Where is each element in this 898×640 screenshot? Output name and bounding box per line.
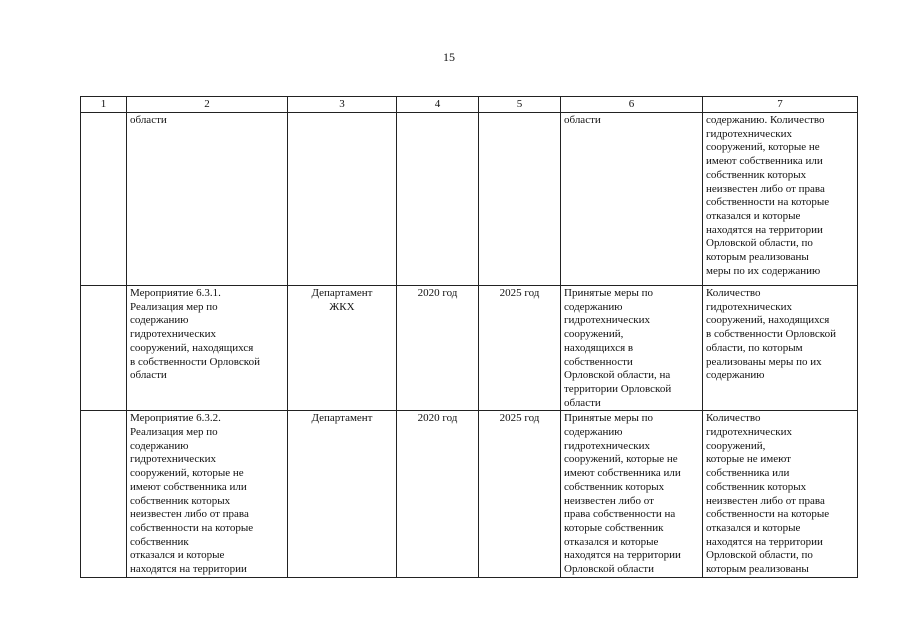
cell-text-line: гидротехнических	[564, 314, 650, 327]
table-cell	[81, 411, 127, 577]
cell-text-line: содержанию	[564, 426, 623, 439]
cell-text-line: собственник	[130, 535, 189, 548]
cell-text-line: Департамент	[311, 412, 373, 425]
cell-text-line: 2020 год	[417, 287, 458, 299]
cell-text-line: содержанию	[130, 439, 189, 452]
cell-text-line: сооружений,	[706, 439, 766, 452]
cell-text-line: в собственности Орловской	[706, 328, 836, 341]
cell-text-line: сооружений, которые не	[564, 453, 678, 466]
column-header: 4	[397, 97, 479, 113]
cell-text-line: содержанию	[564, 300, 623, 313]
cell-text-line: Орловской области	[564, 563, 654, 576]
cell-text-line: отказался и которые	[706, 521, 801, 534]
cell-text-line: Принятые меры по	[564, 287, 653, 299]
column-header: 2	[127, 97, 288, 113]
table-cell	[288, 411, 397, 577]
table-cell	[479, 411, 561, 577]
cell-text-line: неизвестен либо от права	[706, 494, 825, 507]
column-header: 6	[561, 97, 703, 113]
column-header: 3	[288, 97, 397, 113]
table-cell	[81, 286, 127, 411]
cell-text-line: 2025 год	[499, 287, 540, 299]
cell-text-line: Департамент	[311, 287, 373, 299]
table-row	[81, 286, 858, 411]
cell-text-line: находятся на территории	[706, 535, 823, 548]
cell-text-line: сооружений,	[564, 328, 624, 341]
cell-text-line: Количество	[706, 412, 761, 425]
cell-text-line: права собственности на	[564, 508, 676, 521]
cell-text-line: Орловской области, на	[564, 369, 671, 382]
cell-text-line: отказался и которые	[706, 209, 801, 222]
cell-text-line: собственник которых	[706, 168, 807, 181]
cell-text-line: имеют собственника или	[564, 467, 681, 480]
cell-text-line: имеют собственника или	[130, 480, 247, 493]
cell-text-line: 2020 год	[417, 412, 458, 425]
table-cell	[127, 411, 288, 577]
table-cell	[479, 286, 561, 411]
cell-text-line: Реализация мер по	[130, 300, 218, 313]
cell-text-line: находятся на территории	[564, 549, 681, 562]
cell-text-line: содержанию. Количество	[706, 114, 825, 126]
cell-text-line: гидротехнических	[130, 453, 216, 466]
table-cell	[397, 411, 479, 577]
cell-text-line: отказался и которые	[130, 549, 225, 562]
cell-text-line: находятся на территории	[706, 223, 823, 236]
table-cell	[127, 286, 288, 411]
table-cell	[127, 113, 288, 286]
cell-text-line: собственника или	[706, 467, 790, 480]
cell-text-line: Мероприятие 6.3.1.	[130, 287, 221, 299]
table-cell	[397, 286, 479, 411]
table-cell	[703, 411, 858, 577]
cell-text-line: сооружений, находящихся	[130, 341, 254, 354]
table-header-row	[81, 97, 858, 113]
cell-text-line: гидротехнических	[706, 300, 792, 313]
cell-text-line: которые собственник	[564, 521, 664, 534]
cell-text-line: которым реализованы	[706, 251, 809, 264]
table-cell	[81, 113, 127, 286]
cell-text-line: собственности на которые	[706, 508, 830, 521]
cell-text-line: Реализация мер по	[130, 426, 218, 439]
column-header: 5	[479, 97, 561, 113]
cell-text-line: собственник которых	[564, 480, 665, 493]
cell-text-line: сооружений, находящихся	[706, 314, 830, 327]
cell-text-line: Орловской области, по	[706, 549, 813, 562]
page-number: 15	[443, 50, 455, 64]
cell-text-line: области	[564, 396, 601, 409]
cell-text-line: собственности на которые	[130, 521, 254, 534]
cell-text-line: которым реализованы	[706, 563, 809, 576]
cell-text-line: которые не имеют	[706, 453, 791, 466]
cell-text-line: находящихся в	[564, 341, 634, 354]
cell-text-line: области	[130, 114, 167, 126]
cell-text-line: гидротехнических	[706, 127, 792, 140]
table-cell	[288, 286, 397, 411]
program-table	[80, 96, 858, 578]
table-cell	[561, 286, 703, 411]
table-cell	[703, 286, 858, 411]
cell-text-line: отказался и которые	[564, 535, 659, 548]
cell-text-line: собственник которых	[706, 480, 807, 493]
cell-text-line: гидротехнических	[130, 328, 216, 341]
cell-text-line: Принятые меры по	[564, 412, 653, 425]
cell-text-line: в собственности Орловской	[130, 355, 260, 368]
table-cell	[561, 113, 703, 286]
cell-text-line: содержанию	[706, 369, 765, 382]
table-cell	[397, 113, 479, 286]
table-row	[81, 411, 858, 577]
cell-text-line: Количество	[706, 287, 761, 299]
cell-text-line: неизвестен либо от права	[706, 182, 825, 195]
cell-text-line: неизвестен либо от	[564, 494, 654, 507]
cell-text-line: неизвестен либо от права	[130, 508, 249, 521]
cell-text-line: территории Орловской	[564, 382, 672, 395]
cell-text-line: собственности на которые	[706, 196, 830, 209]
cell-text-line: собственник которых	[130, 494, 231, 507]
table-cell	[479, 113, 561, 286]
cell-text-line: 2025 год	[499, 412, 540, 425]
cell-text-line: находятся на территории	[130, 563, 247, 576]
column-header: 1	[81, 97, 127, 113]
cell-text-line: содержанию	[130, 314, 189, 327]
cell-text-line: сооружений, которые не	[130, 467, 244, 480]
cell-text-line: меры по их содержанию	[706, 264, 821, 277]
cell-text-line: реализованы меры по их	[706, 355, 822, 368]
cell-text-line: ЖКХ	[329, 300, 355, 313]
table-cell	[288, 113, 397, 286]
cell-text-line: имеют собственника или	[706, 155, 823, 168]
table-row	[81, 113, 858, 286]
table-cell	[703, 113, 858, 286]
table-cell	[561, 411, 703, 577]
cell-text-line: гидротехнических	[564, 439, 650, 452]
cell-text-line: сооружений, которые не	[706, 141, 820, 154]
cell-text-line: области	[130, 369, 167, 382]
cell-text-line: собственности	[564, 355, 633, 368]
cell-text-line: Орловской области, по	[706, 237, 813, 250]
cell-text-line: гидротехнических	[706, 426, 792, 439]
cell-text-line: области, по которым	[706, 341, 803, 354]
cell-text-line: Мероприятие 6.3.2.	[130, 412, 221, 425]
column-header: 7	[703, 97, 858, 113]
cell-text-line: области	[564, 114, 601, 126]
